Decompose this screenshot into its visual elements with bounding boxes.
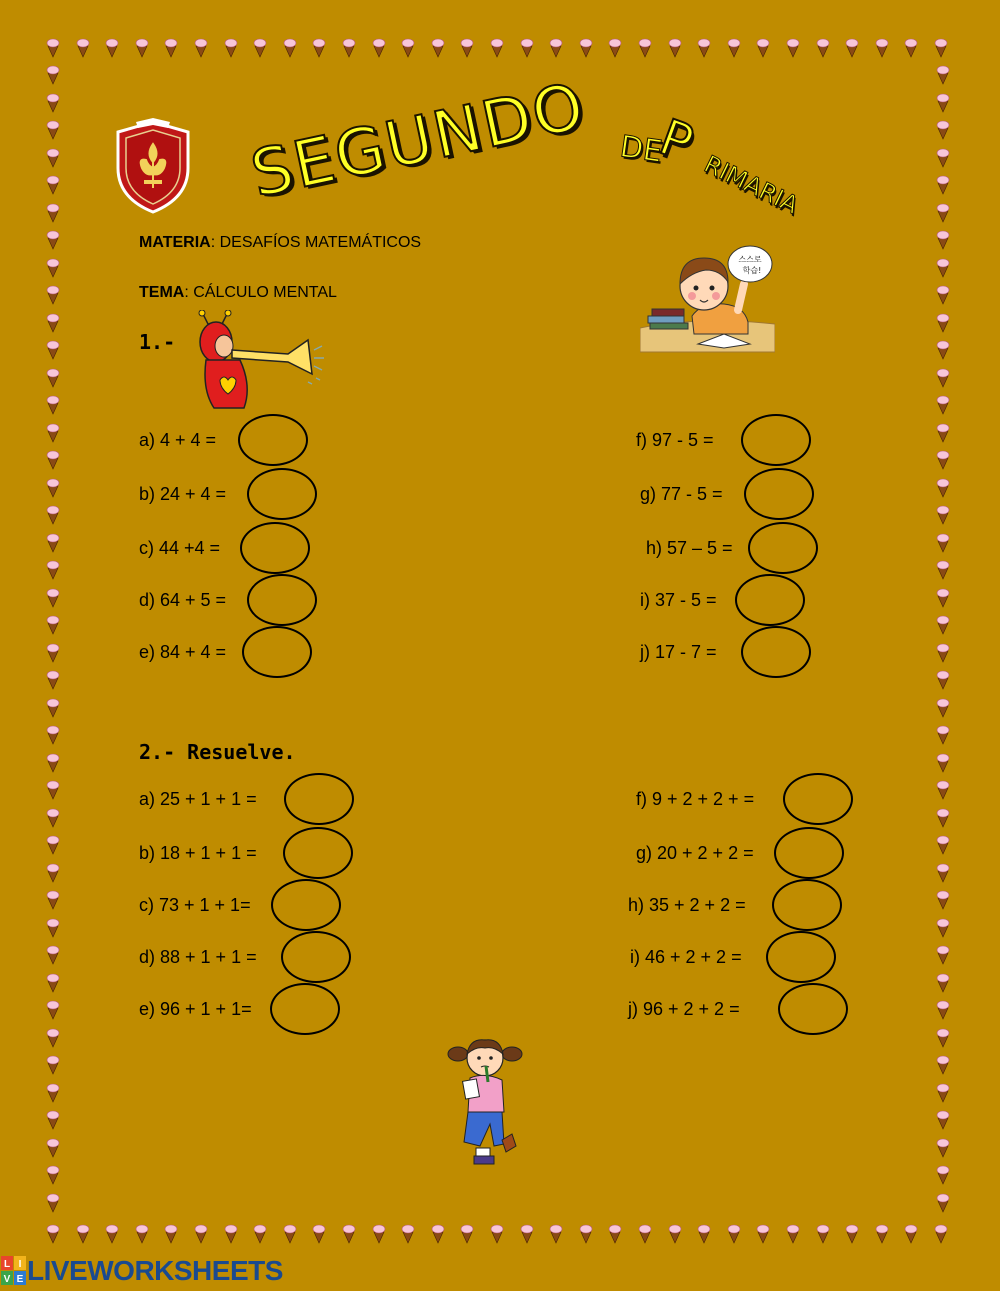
exercise-label: d) 88 + 1 + 1 = — [139, 947, 257, 967]
ice-cream-cone-icon — [787, 1225, 799, 1243]
ice-cream-cone-icon — [136, 39, 148, 57]
ice-cream-cone-icon — [580, 39, 592, 57]
ice-cream-cone-icon — [461, 1225, 473, 1243]
liveworksheets-logo-text: LIVEWORKSHEETS — [27, 1255, 283, 1286]
ice-cream-cone-icon — [47, 1084, 59, 1102]
thinking-girl-illustration — [446, 1036, 524, 1168]
ice-cream-cone-icon — [47, 1001, 59, 1019]
exercise-label: b) 24 + 4 = — [139, 484, 227, 504]
exercise-label: g) 77 - 5 = — [640, 484, 723, 504]
ice-cream-cone-icon — [937, 204, 949, 222]
ice-cream-cone-icon — [47, 1166, 59, 1184]
answer-oval[interactable] — [774, 827, 844, 879]
ice-cream-cone-icon — [937, 864, 949, 882]
ice-cream-cone-icon — [846, 39, 858, 57]
ice-cream-cone-icon — [373, 39, 385, 57]
answer-input[interactable] — [762, 536, 810, 562]
answer-oval[interactable] — [783, 773, 853, 825]
ice-cream-cone-icon — [47, 1111, 59, 1129]
ice-cream-cone-icon — [195, 1225, 207, 1243]
tema-value: : CÁLCULO MENTAL — [184, 284, 337, 301]
ice-cream-cone-icon — [905, 1225, 917, 1243]
ice-cream-cone-icon — [284, 39, 296, 57]
ice-cream-cone-icon — [937, 149, 949, 167]
ice-cream-cone-icon — [47, 479, 59, 497]
ice-cream-cone-icon — [757, 39, 769, 57]
ice-cream-cone-icon — [787, 39, 799, 57]
answer-oval[interactable] — [283, 827, 353, 879]
ice-cream-cone-icon — [47, 1194, 59, 1212]
exercise-label: f) 97 - 5 = — [636, 430, 714, 450]
ice-cream-cone-icon — [47, 341, 59, 359]
ice-cream-cone-icon — [639, 39, 651, 57]
bubble-text-1: 스스로 — [738, 255, 762, 264]
answer-input[interactable] — [786, 893, 834, 919]
answer-oval[interactable] — [284, 773, 354, 825]
answer-input[interactable] — [792, 997, 840, 1023]
ice-cream-cone-icon — [937, 1139, 949, 1157]
ice-cream-cone-icon — [937, 341, 949, 359]
answer-oval[interactable] — [240, 522, 310, 574]
answer-oval[interactable] — [270, 983, 340, 1035]
ice-cream-cone-icon — [77, 1225, 89, 1243]
answer-input[interactable] — [749, 588, 797, 614]
exercise-label: e) 96 + 1 + 1= — [139, 999, 252, 1019]
ice-cream-cone-icon — [937, 781, 949, 799]
answer-oval[interactable] — [271, 879, 341, 931]
answer-input[interactable] — [758, 482, 806, 508]
svg-text:V: V — [3, 1274, 11, 1285]
bubble-text-2: 학습! — [742, 266, 762, 275]
ice-cream-cone-icon — [77, 39, 89, 57]
exercise-label: i) 46 + 2 + 2 = — [630, 947, 742, 967]
ice-cream-cone-icon — [47, 369, 59, 387]
ice-cream-cone-icon — [937, 1029, 949, 1047]
ice-cream-cone-icon — [47, 204, 59, 222]
ice-cream-cone-icon — [106, 1225, 118, 1243]
ice-cream-cone-icon — [47, 809, 59, 827]
section-2-heading: 2.- Resuelve. — [139, 740, 296, 764]
ice-cream-cone-icon — [47, 726, 59, 744]
ice-cream-cone-icon — [402, 39, 414, 57]
ice-cream-cone-icon — [937, 121, 949, 139]
school-crest-icon — [112, 118, 194, 216]
ice-cream-cone-icon — [937, 176, 949, 194]
ice-cream-cone-icon — [47, 396, 59, 414]
answer-oval[interactable] — [281, 931, 351, 983]
ice-cream-cone-icon — [817, 39, 829, 57]
answer-input[interactable] — [755, 428, 803, 454]
answer-input[interactable] — [261, 588, 309, 614]
ice-cream-cone-icon — [550, 1225, 562, 1243]
ice-cream-cone-icon — [47, 1225, 59, 1243]
ice-cream-cone-icon — [937, 1084, 949, 1102]
ice-cream-cone-icon — [47, 149, 59, 167]
ice-cream-cone-icon — [47, 974, 59, 992]
exercise-label: f) 9 + 2 + 2 + = — [636, 789, 755, 809]
studying-boy-illustration — [640, 240, 775, 354]
answer-oval[interactable] — [748, 522, 818, 574]
svg-text:I: I — [18, 1259, 22, 1270]
ice-cream-cone-icon — [47, 781, 59, 799]
ice-cream-cone-icon — [47, 891, 59, 909]
ice-cream-cone-icon — [47, 671, 59, 689]
answer-input[interactable] — [797, 787, 845, 813]
ice-cream-cone-icon — [935, 1225, 947, 1243]
ice-cream-cone-icon — [937, 1166, 949, 1184]
ice-cream-cone-icon — [876, 1225, 888, 1243]
tema-line — [139, 284, 337, 302]
liveworksheets-logo — [1, 1254, 283, 1288]
ice-cream-cone-icon — [432, 39, 444, 57]
exercise-label: c) 44 +4 = — [139, 538, 221, 558]
ice-cream-cone-icon — [47, 66, 59, 84]
ice-cream-cone-icon — [47, 699, 59, 717]
ice-cream-cone-icon — [47, 314, 59, 332]
ice-cream-cone-icon — [937, 616, 949, 634]
answer-input[interactable] — [256, 640, 304, 666]
exercise-label: j) 96 + 2 + 2 = — [628, 999, 740, 1019]
ice-cream-cone-icon — [47, 946, 59, 964]
ice-cream-cone-icon — [402, 1225, 414, 1243]
exercise-label: e) 84 + 4 = — [139, 642, 227, 662]
ice-cream-cone-icon — [136, 1225, 148, 1243]
ice-cream-cone-icon — [47, 121, 59, 139]
ice-cream-cone-icon — [937, 231, 949, 249]
answer-input[interactable] — [254, 536, 302, 562]
ice-cream-cone-icon — [47, 1139, 59, 1157]
answer-input[interactable] — [298, 787, 346, 813]
ice-cream-cone-icon — [937, 589, 949, 607]
ice-cream-cone-icon — [47, 94, 59, 112]
exercise-label: h) 57 – 5 = — [646, 538, 733, 558]
answer-input[interactable] — [780, 945, 828, 971]
ice-cream-cone-icon — [47, 39, 59, 57]
answer-oval[interactable] — [735, 574, 805, 626]
ice-cream-cone-icon — [937, 314, 949, 332]
ice-cream-cone-icon — [47, 754, 59, 772]
ice-cream-cone-icon — [937, 836, 949, 854]
ice-cream-cone-icon — [937, 809, 949, 827]
ice-cream-cone-icon — [47, 644, 59, 662]
answer-oval[interactable] — [242, 626, 312, 678]
ice-cream-cone-icon — [937, 369, 949, 387]
ice-cream-cone-icon — [935, 39, 947, 57]
answer-oval[interactable] — [247, 468, 317, 520]
ice-cream-cone-icon — [937, 974, 949, 992]
ice-cream-cone-icon — [937, 919, 949, 937]
ice-cream-cone-icon — [461, 39, 473, 57]
ice-cream-cone-icon — [47, 259, 59, 277]
ice-cream-cone-icon — [937, 754, 949, 772]
ice-cream-cone-icon — [47, 1029, 59, 1047]
ice-cream-cone-icon — [47, 919, 59, 937]
answer-oval[interactable] — [778, 983, 848, 1035]
ice-cream-cone-icon — [47, 1056, 59, 1074]
svg-text:E: E — [16, 1274, 24, 1285]
ice-cream-cone-icon — [937, 699, 949, 717]
ice-cream-cone-icon — [225, 1225, 237, 1243]
ice-cream-cone-icon — [876, 39, 888, 57]
ice-cream-cone-icon — [937, 671, 949, 689]
section-1-heading: 1.- — [139, 330, 176, 354]
title-segundo: SEGUNDO — [245, 69, 593, 213]
ice-cream-cone-icon — [313, 39, 325, 57]
exercise-label: g) 20 + 2 + 2 = — [636, 843, 754, 863]
title-primaria-initial: P — [652, 108, 703, 174]
ice-cream-cone-icon — [521, 1225, 533, 1243]
ice-cream-cone-icon — [728, 1225, 740, 1243]
ice-cream-cone-icon — [343, 39, 355, 57]
ice-cream-cone-icon — [47, 864, 59, 882]
answer-oval[interactable] — [766, 931, 836, 983]
liveworksheets-badge-icon — [1, 1256, 27, 1286]
ice-cream-cone-icon — [106, 39, 118, 57]
ice-cream-cone-icon — [937, 946, 949, 964]
answer-oval[interactable] — [772, 879, 842, 931]
tema-label: TEMA — [139, 284, 185, 301]
answer-oval[interactable] — [741, 626, 811, 678]
ice-cream-cone-icon — [937, 94, 949, 112]
ice-cream-cone-icon — [47, 589, 59, 607]
answer-oval[interactable] — [741, 414, 811, 466]
ice-cream-cone-icon — [47, 561, 59, 579]
answer-oval[interactable] — [744, 468, 814, 520]
exercise-label: b) 18 + 1 + 1 = — [139, 843, 257, 863]
ice-cream-cone-icon — [698, 39, 710, 57]
ice-cream-cone-icon — [47, 424, 59, 442]
answer-input[interactable] — [284, 997, 332, 1023]
ice-cream-cone-icon — [937, 424, 949, 442]
ice-cream-cone-icon — [937, 561, 949, 579]
exercise-label: j) 17 - 7 = — [640, 642, 717, 662]
ice-cream-cone-icon — [165, 1225, 177, 1243]
ice-cream-cone-icon — [728, 39, 740, 57]
ice-cream-cone-icon — [47, 534, 59, 552]
ice-cream-cone-icon — [937, 1056, 949, 1074]
ice-cream-cone-icon — [609, 1225, 621, 1243]
ice-cream-cone-icon — [937, 1111, 949, 1129]
ice-cream-cone-icon — [580, 1225, 592, 1243]
exercise-label: d) 64 + 5 = — [139, 590, 227, 610]
ice-cream-cone-icon — [905, 39, 917, 57]
trumpet-character-illustration — [196, 310, 328, 415]
ice-cream-cone-icon — [313, 1225, 325, 1243]
answer-input[interactable] — [788, 841, 836, 867]
ice-cream-cone-icon — [817, 1225, 829, 1243]
svg-text:L: L — [3, 1259, 11, 1270]
ice-cream-cone-icon — [937, 1001, 949, 1019]
ice-cream-cone-icon — [47, 506, 59, 524]
ice-cream-cone-icon — [47, 176, 59, 194]
ice-cream-cone-icon — [937, 66, 949, 84]
ice-cream-cone-icon — [937, 1194, 949, 1212]
materia-label: MATERIA — [139, 234, 211, 251]
answer-input[interactable] — [297, 841, 345, 867]
ice-cream-cone-icon — [937, 644, 949, 662]
ice-cream-cone-icon — [550, 39, 562, 57]
ice-cream-cone-icon — [254, 1225, 266, 1243]
ice-cream-cone-icon — [937, 479, 949, 497]
ice-cream-cone-icon — [195, 39, 207, 57]
answer-input[interactable] — [252, 428, 300, 454]
ice-cream-cone-icon — [432, 1225, 444, 1243]
ice-cream-cone-icon — [491, 39, 503, 57]
ice-cream-cone-icon — [491, 1225, 503, 1243]
ice-cream-cone-icon — [937, 891, 949, 909]
ice-cream-cone-icon — [846, 1225, 858, 1243]
ice-cream-cone-icon — [225, 39, 237, 57]
answer-input[interactable] — [295, 945, 343, 971]
ice-cream-cone-icon — [521, 39, 533, 57]
ice-cream-cone-icon — [937, 396, 949, 414]
answer-oval[interactable] — [247, 574, 317, 626]
ice-cream-cone-icon — [343, 1225, 355, 1243]
exercise-label: i) 37 - 5 = — [640, 590, 717, 610]
exercise-label: c) 73 + 1 + 1= — [139, 895, 251, 915]
materia-line — [139, 234, 421, 252]
materia-value: : DESAFÍOS MATEMÁTICOS — [210, 234, 422, 251]
exercise-label: a) 25 + 1 + 1 = — [139, 789, 257, 809]
ice-cream-cone-icon — [937, 286, 949, 304]
answer-oval[interactable] — [238, 414, 308, 466]
ice-cream-cone-icon — [669, 39, 681, 57]
ice-cream-cone-icon — [47, 231, 59, 249]
ice-cream-cone-icon — [47, 286, 59, 304]
title-de: DE — [617, 129, 665, 170]
ice-cream-cone-icon — [937, 259, 949, 277]
ice-cream-cone-icon — [47, 616, 59, 634]
ice-cream-cone-icon — [284, 1225, 296, 1243]
ice-cream-cone-icon — [165, 39, 177, 57]
answer-input[interactable] — [755, 640, 803, 666]
exercise-label: h) 35 + 2 + 2 = — [628, 895, 746, 915]
ice-cream-cone-icon — [254, 39, 266, 57]
ice-cream-cone-icon — [47, 836, 59, 854]
ice-cream-cone-icon — [669, 1225, 681, 1243]
ice-cream-cone-icon — [937, 726, 949, 744]
answer-input[interactable] — [285, 893, 333, 919]
ice-cream-cone-icon — [937, 534, 949, 552]
ice-cream-cone-icon — [609, 39, 621, 57]
ice-cream-cone-icon — [757, 1225, 769, 1243]
ice-cream-cone-icon — [373, 1225, 385, 1243]
title-primaria-rest: RIMARIA — [699, 150, 803, 220]
exercise-label: a) 4 + 4 = — [139, 430, 217, 450]
ice-cream-cone-icon — [698, 1225, 710, 1243]
ice-cream-cone-icon — [937, 451, 949, 469]
answer-input[interactable] — [261, 482, 309, 508]
ice-cream-cone-icon — [937, 506, 949, 524]
ice-cream-cone-icon — [47, 451, 59, 469]
ice-cream-cone-icon — [639, 1225, 651, 1243]
